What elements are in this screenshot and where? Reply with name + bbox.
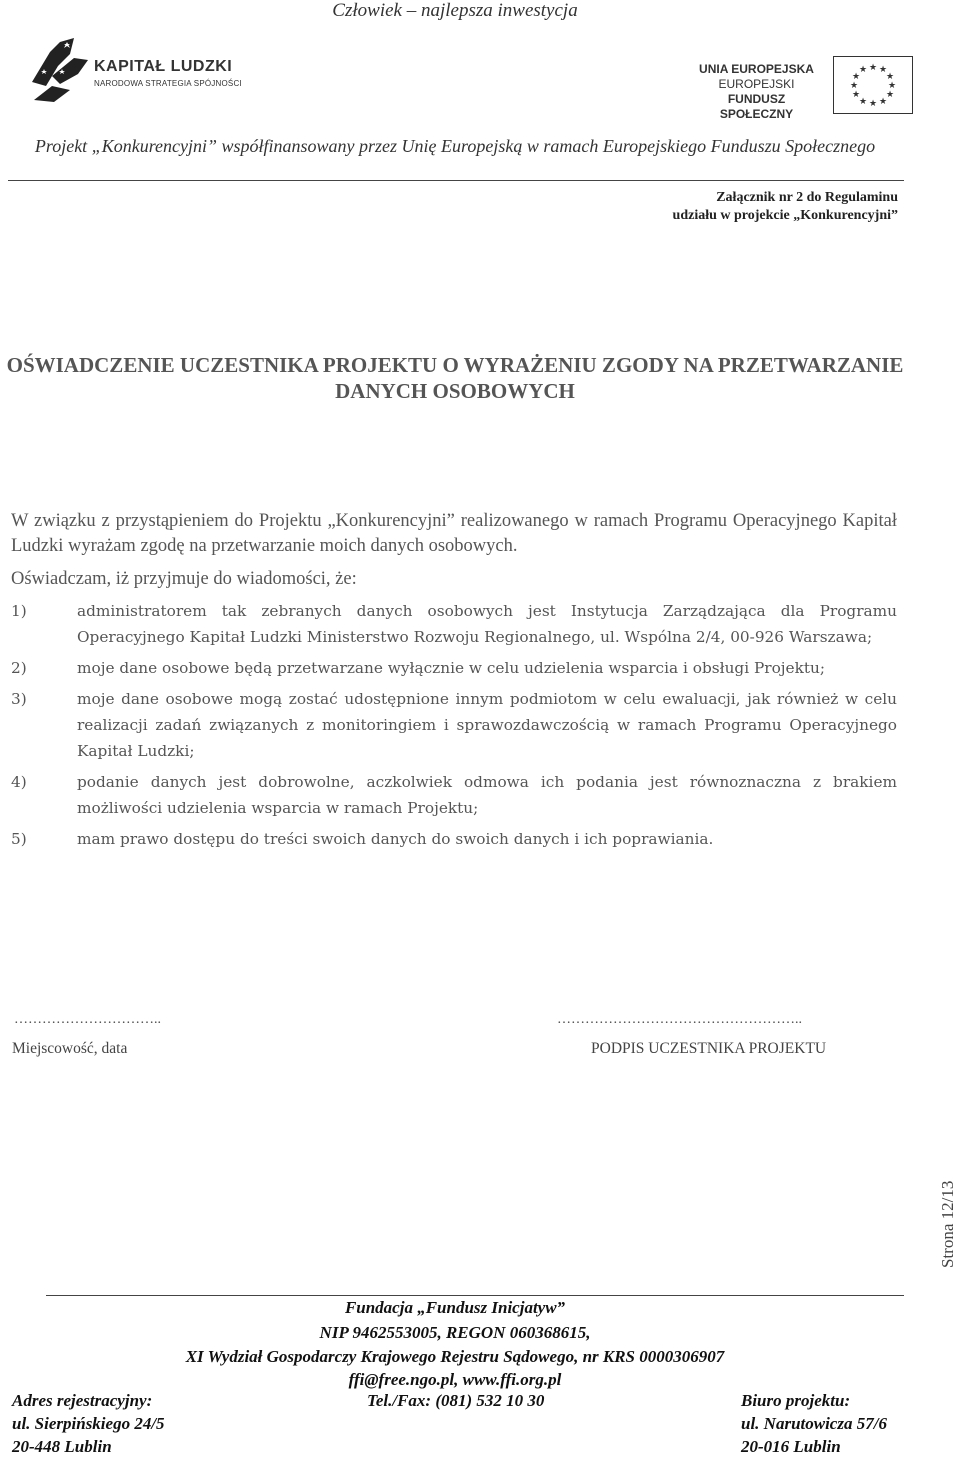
eu-flag-icon xyxy=(833,56,913,114)
footer-registered-street: ul. Sierpińskiego 24/5 xyxy=(12,1414,165,1433)
annex-line-1: Załącznik nr 2 do Regulaminu xyxy=(716,190,898,205)
participant-signature-label: PODPIS UCZESTNIKA PROJEKTU xyxy=(591,1040,827,1057)
list-item-number: 3) xyxy=(11,690,27,708)
kapital-ludzki-subtitle: NARODOWA STRATEGIA SPÓJNOŚCI xyxy=(94,79,242,88)
consent-list xyxy=(11,598,897,852)
document-title xyxy=(0,352,910,404)
footer-registered-address-label: Adres rejestracyjny: xyxy=(12,1391,153,1410)
svg-text:★: ★ xyxy=(885,90,895,100)
list-item-text: moje dane osobowe mogą zostać udostępnione innym podmiotom w celu ewaluacji, jak również w celu realizacji zadań związanych z monitoringiem i sprawozdawczością w ramach Programu Operacyjnego Kapitał Ludzki; xyxy=(77,690,897,760)
annex-line-2: udziału w projekcie „Konkurencyjni” xyxy=(672,208,898,223)
list-item-number: 1) xyxy=(11,602,27,620)
header-motto: Człowiek – najlepsza inwestycja xyxy=(332,0,578,21)
svg-text:★: ★ xyxy=(858,97,868,107)
eu-line-2: EUROPEJSKI xyxy=(718,77,795,91)
list-item-text: moje dane osobowe będą przetwarzane wyłącznie w celu udzielenia wsparcia i obsługi Projektu; xyxy=(77,659,825,677)
footer-office-label: Biuro projektu: xyxy=(741,1391,851,1410)
list-item-text: podanie danych jest dobrowolne, aczkolwiek odmowa ich podania jest równoznaczna z brakiem możliwości udzielenia wsparcia w ramach Projektu; xyxy=(77,773,897,817)
participant-signature-line: …………………………………………….. xyxy=(557,1012,802,1027)
svg-text:★: ★ xyxy=(885,72,895,82)
list-item xyxy=(11,655,897,681)
place-date-signature-line: ………………………….. xyxy=(14,1012,161,1027)
footer-office-city: 20-016 Lublin xyxy=(741,1437,841,1456)
list-item-number: 2) xyxy=(11,659,27,677)
footer-krs: XI Wydział Gospodarczy Krajowego Rejestru Sądowego, nr KRS 0000306907 xyxy=(185,1347,725,1366)
list-item xyxy=(11,686,897,764)
svg-text:★: ★ xyxy=(887,81,897,91)
eu-line-3: FUNDUSZ SPOŁECZNY xyxy=(719,92,794,121)
svg-text:★: ★ xyxy=(868,63,878,73)
list-item-text: administratorem tak zebranych danych osobowych jest Instytucja Zarządzająca dla Programu Operacyjnego Kapitał Ludzki Ministerstwo Rozwoju Regionalnego, ul. Wspólna 2/4, 00-926 Warszawa; xyxy=(77,602,897,646)
place-date-label: Miejscowość, data xyxy=(12,1040,128,1057)
kapital-ludzki-title: KAPITAŁ LUDZKI xyxy=(94,58,233,75)
page-number: Strona 12/13 xyxy=(938,1180,957,1268)
intro-paragraph: W związku z przystąpieniem do Projektu „Konkurencyjni” realizowanego w ramach Programu Operacyjnego Kapitał Ludzki wyrażam zgodę na przetwarzanie moich danych osobowych. xyxy=(11,511,897,556)
footer-tel-fax: Tel./Fax: (081) 532 10 30 xyxy=(367,1391,545,1410)
svg-text:★: ★ xyxy=(868,99,878,109)
project-cofinancing-line: Projekt „Konkurencyjni” współfinansowany przez Unię Europejską w ramach Europejskiego Funduszu Społecznego xyxy=(34,136,876,156)
footer-divider xyxy=(46,1295,904,1296)
document-title-line-2: DANYCH OSOBOWYCH xyxy=(335,379,575,403)
svg-text:★: ★ xyxy=(858,65,868,75)
footer-foundation-name: Fundacja „Fundusz Inicjatyw” xyxy=(344,1298,566,1317)
declaration-line: Oświadczam, iż przyjmuje do wiadomości, że: xyxy=(11,569,357,589)
annex-label xyxy=(673,189,898,225)
list-item xyxy=(11,826,897,852)
list-item xyxy=(11,598,897,650)
header-divider xyxy=(8,180,904,181)
document-title-line-1: OŚWIADCZENIE UCZESTNIKA PROJEKTU O WYRAŻENIU ZGODY NA PRZETWARZANIE xyxy=(6,353,904,377)
list-item-text: mam prawo dostępu do treści swoich danych do swoich danych i ich poprawiania. xyxy=(77,830,714,848)
footer-nip-regon: NIP 9462553005, REGON 060368615, xyxy=(319,1323,591,1342)
list-item xyxy=(11,769,897,821)
list-item-number: 5) xyxy=(11,830,27,848)
eu-line-1: UNIA EUROPEJSKA xyxy=(699,62,814,76)
svg-text:★: ★ xyxy=(878,97,888,107)
footer-registered-city: 20-448 Lublin xyxy=(12,1437,112,1456)
svg-text:★: ★ xyxy=(878,65,888,75)
eu-logo-text xyxy=(694,62,819,122)
footer-office-street: ul. Narutowicza 57/6 xyxy=(741,1414,887,1433)
list-item-number: 4) xyxy=(11,773,27,791)
svg-text:★: ★ xyxy=(849,81,859,91)
footer-contact-web: ffi@free.ngo.pl, www.ffi.org.pl xyxy=(348,1370,562,1389)
svg-text:★: ★ xyxy=(851,72,861,82)
svg-text:★: ★ xyxy=(851,90,861,100)
